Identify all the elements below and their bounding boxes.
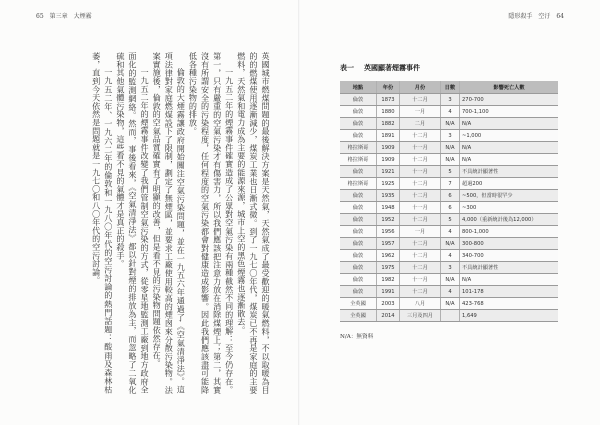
cell-place: 倫敦 xyxy=(340,238,377,250)
table-row xyxy=(340,178,558,190)
cell-month: 十一月 xyxy=(400,202,441,214)
cell-days: 4 xyxy=(441,286,460,298)
table-row xyxy=(340,202,558,214)
cell-deaths: 4,000（重新統計後為12,000） xyxy=(460,214,559,226)
table-row xyxy=(340,238,558,250)
body-paragraph: 一九五二年的煙霧事件確實造成了公眾對空氣污染有兩種截然不同的理解：至今仍存在。第一，只有嚴重的空氣污染才有傷害力，所以我們應該把注意力放在消除煤煙上；第二，其實沒有所謂安全的污染程度，任何程度的空氣污染都會對健康造成影響。因此我們應該盡可能降低各種污染物的排放。 xyxy=(188,52,235,394)
left-body-text xyxy=(42,52,272,394)
cell-month: 十一月 xyxy=(400,274,441,286)
cell-deaths: ~1,000 xyxy=(460,130,559,142)
cell-days xyxy=(441,310,460,322)
cell-days: 6 xyxy=(441,190,460,202)
table-row xyxy=(340,106,558,118)
cell-month: 十二月 xyxy=(400,250,441,262)
cell-place: 倫敦 xyxy=(340,226,377,238)
cell-deaths: 800-1,000 xyxy=(460,226,559,238)
cell-year: 1921 xyxy=(377,166,400,178)
cell-month: 十一月 xyxy=(400,166,441,178)
cell-deaths: 超過200 xyxy=(460,178,559,190)
cell-deaths: N/A xyxy=(460,118,559,130)
cell-deaths: N/A xyxy=(460,142,559,154)
cell-year: 1956 xyxy=(377,226,400,238)
table-row xyxy=(340,262,558,274)
table-header-row xyxy=(340,81,558,94)
cell-place: 格拉斯哥 xyxy=(340,178,377,190)
body-paragraph: 英國城市燃煤問題的最後解決方案是天然氣，天然氣成了最受歡迎的暖氣燃料，不以取暖為目的的燃煤使用逐漸減少，煤炭工業也日漸式微。到了一九七〇年代，煤炭已不再是家庭的主要燃料，天然氣和電力成為主要的能源來源，城市上空的黑色煙霧也逐漸散去。 xyxy=(236,52,271,394)
cell-days: 4 xyxy=(441,226,460,238)
column-header-place: 地點 xyxy=(340,81,377,94)
table-row xyxy=(340,94,558,106)
table-row xyxy=(340,154,558,166)
cell-days: 3 xyxy=(441,262,460,274)
cell-days: N/A xyxy=(441,298,460,310)
table-row xyxy=(340,166,558,178)
cell-place: 格拉斯哥 xyxy=(340,154,377,166)
table-row xyxy=(340,142,558,154)
cell-month: 八月 xyxy=(400,298,441,310)
cell-days: N/A xyxy=(441,238,460,250)
cell-place: 倫敦 xyxy=(340,250,377,262)
cell-days: 5 xyxy=(441,166,460,178)
cell-deaths: N/A xyxy=(460,274,559,286)
cell-place: 倫敦 xyxy=(340,190,377,202)
cell-place: 倫敦 xyxy=(340,118,377,130)
cell-deaths: 423-768 xyxy=(460,298,559,310)
cell-place: 全英國 xyxy=(340,310,377,322)
cell-days: N/A xyxy=(441,274,460,286)
cell-deaths: 300-800 xyxy=(460,238,559,250)
table-row xyxy=(340,226,558,238)
cell-days: 6 xyxy=(441,202,460,214)
table-body xyxy=(340,94,558,322)
table-row xyxy=(340,298,558,310)
cell-year: 1925 xyxy=(377,178,400,190)
cell-deaths: ~300 xyxy=(460,202,559,214)
cell-days: N/A xyxy=(441,118,460,130)
cell-place: 倫敦 xyxy=(340,94,377,106)
table-row xyxy=(340,310,558,322)
cell-deaths: 101-178 xyxy=(460,286,559,298)
cell-month: 十二月 xyxy=(400,190,441,202)
cell-month: 三月及四月 xyxy=(400,310,441,322)
cell-year: 1982 xyxy=(377,274,400,286)
cell-year: 1975 xyxy=(377,262,400,274)
cell-days: 7 xyxy=(441,178,460,190)
cell-place: 倫敦 xyxy=(340,262,377,274)
cell-deaths: 不具統計顯著性 xyxy=(460,262,559,274)
table-row xyxy=(340,214,558,226)
column-header-deaths: 影響死亡人數 xyxy=(460,81,559,94)
cell-deaths: N/A xyxy=(460,154,559,166)
column-header-month: 月份 xyxy=(400,81,441,94)
cell-days: 5 xyxy=(441,214,460,226)
cell-deaths: 340-700 xyxy=(460,250,559,262)
column-header-year: 年份 xyxy=(377,81,400,94)
cell-year: 2003 xyxy=(377,298,400,310)
cell-deaths: ~500，但當時很罕少 xyxy=(460,190,559,202)
table-label: 表一 xyxy=(340,64,354,72)
cell-month: 十二月 xyxy=(400,130,441,142)
cell-place: 倫敦 xyxy=(340,130,377,142)
body-paragraph: 一九五二年、一九六二年的倫敦和一九八〇年代的空污討論的熱門話題：酸雨及森林枯萎，直到今天依然是問題就是一九七〇和八〇年代的空污討論。 xyxy=(91,52,114,394)
cell-year: 1952 xyxy=(377,214,400,226)
cell-year: 1948 xyxy=(377,202,400,214)
cell-deaths: 700-1,100 xyxy=(460,106,559,118)
cell-month: 十二月 xyxy=(400,214,441,226)
left-running-header: 65 第三章 大煙霧 xyxy=(36,13,92,20)
smog-events-table xyxy=(340,81,558,322)
cell-month: 一月 xyxy=(400,106,441,118)
cell-place: 倫敦 xyxy=(340,166,377,178)
cell-days: 4 xyxy=(441,106,460,118)
cell-place: 倫敦 xyxy=(340,286,377,298)
cell-days: 4 xyxy=(441,250,460,262)
cell-month: 十二月 xyxy=(400,94,441,106)
table-caption xyxy=(340,63,420,73)
cell-month: 十一月 xyxy=(400,142,441,154)
cell-place: 全英國 xyxy=(340,298,377,310)
cell-year: 1935 xyxy=(377,190,400,202)
table-row xyxy=(340,130,558,142)
table-row xyxy=(340,274,558,286)
cell-month: 十二月 xyxy=(400,286,441,298)
cell-place: 倫敦 xyxy=(340,274,377,286)
cell-month: 十二月 xyxy=(400,262,441,274)
cell-deaths: 不具統計顯著性 xyxy=(460,166,559,178)
cell-place: 倫敦 xyxy=(340,202,377,214)
cell-year: 1957 xyxy=(377,238,400,250)
cell-year: 1891 xyxy=(377,130,400,142)
table-row xyxy=(340,190,558,202)
cell-year: 1909 xyxy=(377,142,400,154)
table-row xyxy=(340,286,558,298)
cell-days: 3 xyxy=(441,94,460,106)
cell-days: 3 xyxy=(441,130,460,142)
cell-deaths: 270-700 xyxy=(460,94,559,106)
table-title: 英國顯著煙霧事件 xyxy=(364,64,420,72)
cell-year: 2014 xyxy=(377,310,400,322)
cell-month: 十二月 xyxy=(400,238,441,250)
table-footnote: N/A：無資料 xyxy=(340,334,374,340)
cell-month: 十二月 xyxy=(400,154,441,166)
cell-year: 1909 xyxy=(377,154,400,166)
right-running-header: 隱形殺手 空汙 64 xyxy=(508,13,564,20)
cell-year: 1962 xyxy=(377,250,400,262)
cell-days: N/A xyxy=(441,154,460,166)
cell-year: 1873 xyxy=(377,94,400,106)
body-paragraph: 一九五二年的煙霧事件改變了我們管制空氣污染的方式，從零星地監測工廠到地方政府全面化的監測網絡。然而，事後看來，《空氣清淨法》都以針對煙的排放為主，而忽略了二氧化硫和其他氣體污染物，這些看不見的氣體才是真正的殺手。 xyxy=(115,52,151,394)
cell-place: 倫敦 xyxy=(340,106,377,118)
cell-year: 1991 xyxy=(377,286,400,298)
cell-month: 一月 xyxy=(400,226,441,238)
cell-place: 倫敦 xyxy=(340,214,377,226)
cell-deaths: 1,649 xyxy=(460,310,559,322)
cell-place: 格拉斯哥 xyxy=(340,142,377,154)
cell-year: 1880 xyxy=(377,106,400,118)
table-row xyxy=(340,250,558,262)
column-header-days: 日數 xyxy=(441,81,460,94)
cell-year: 1882 xyxy=(377,118,400,130)
cell-month: 二月 xyxy=(400,118,441,130)
cell-month: 十二月 xyxy=(400,178,441,190)
table-row xyxy=(340,118,558,130)
cell-days: N/A xyxy=(441,142,460,154)
body-paragraph: 倫敦的大煙霧讓政府開始關注空氣污染問題，並在一九五六年通過了《空氣清淨法》。這項法律對家庭燃煤設下了限制，劃定了無煙區，並要求工廠使用較高的煙囪來分散污染物。法案實施後，倫敦的空氣品質確實有了明顯的改善，但是看不見的污染物問題依然存在。 xyxy=(152,52,187,394)
